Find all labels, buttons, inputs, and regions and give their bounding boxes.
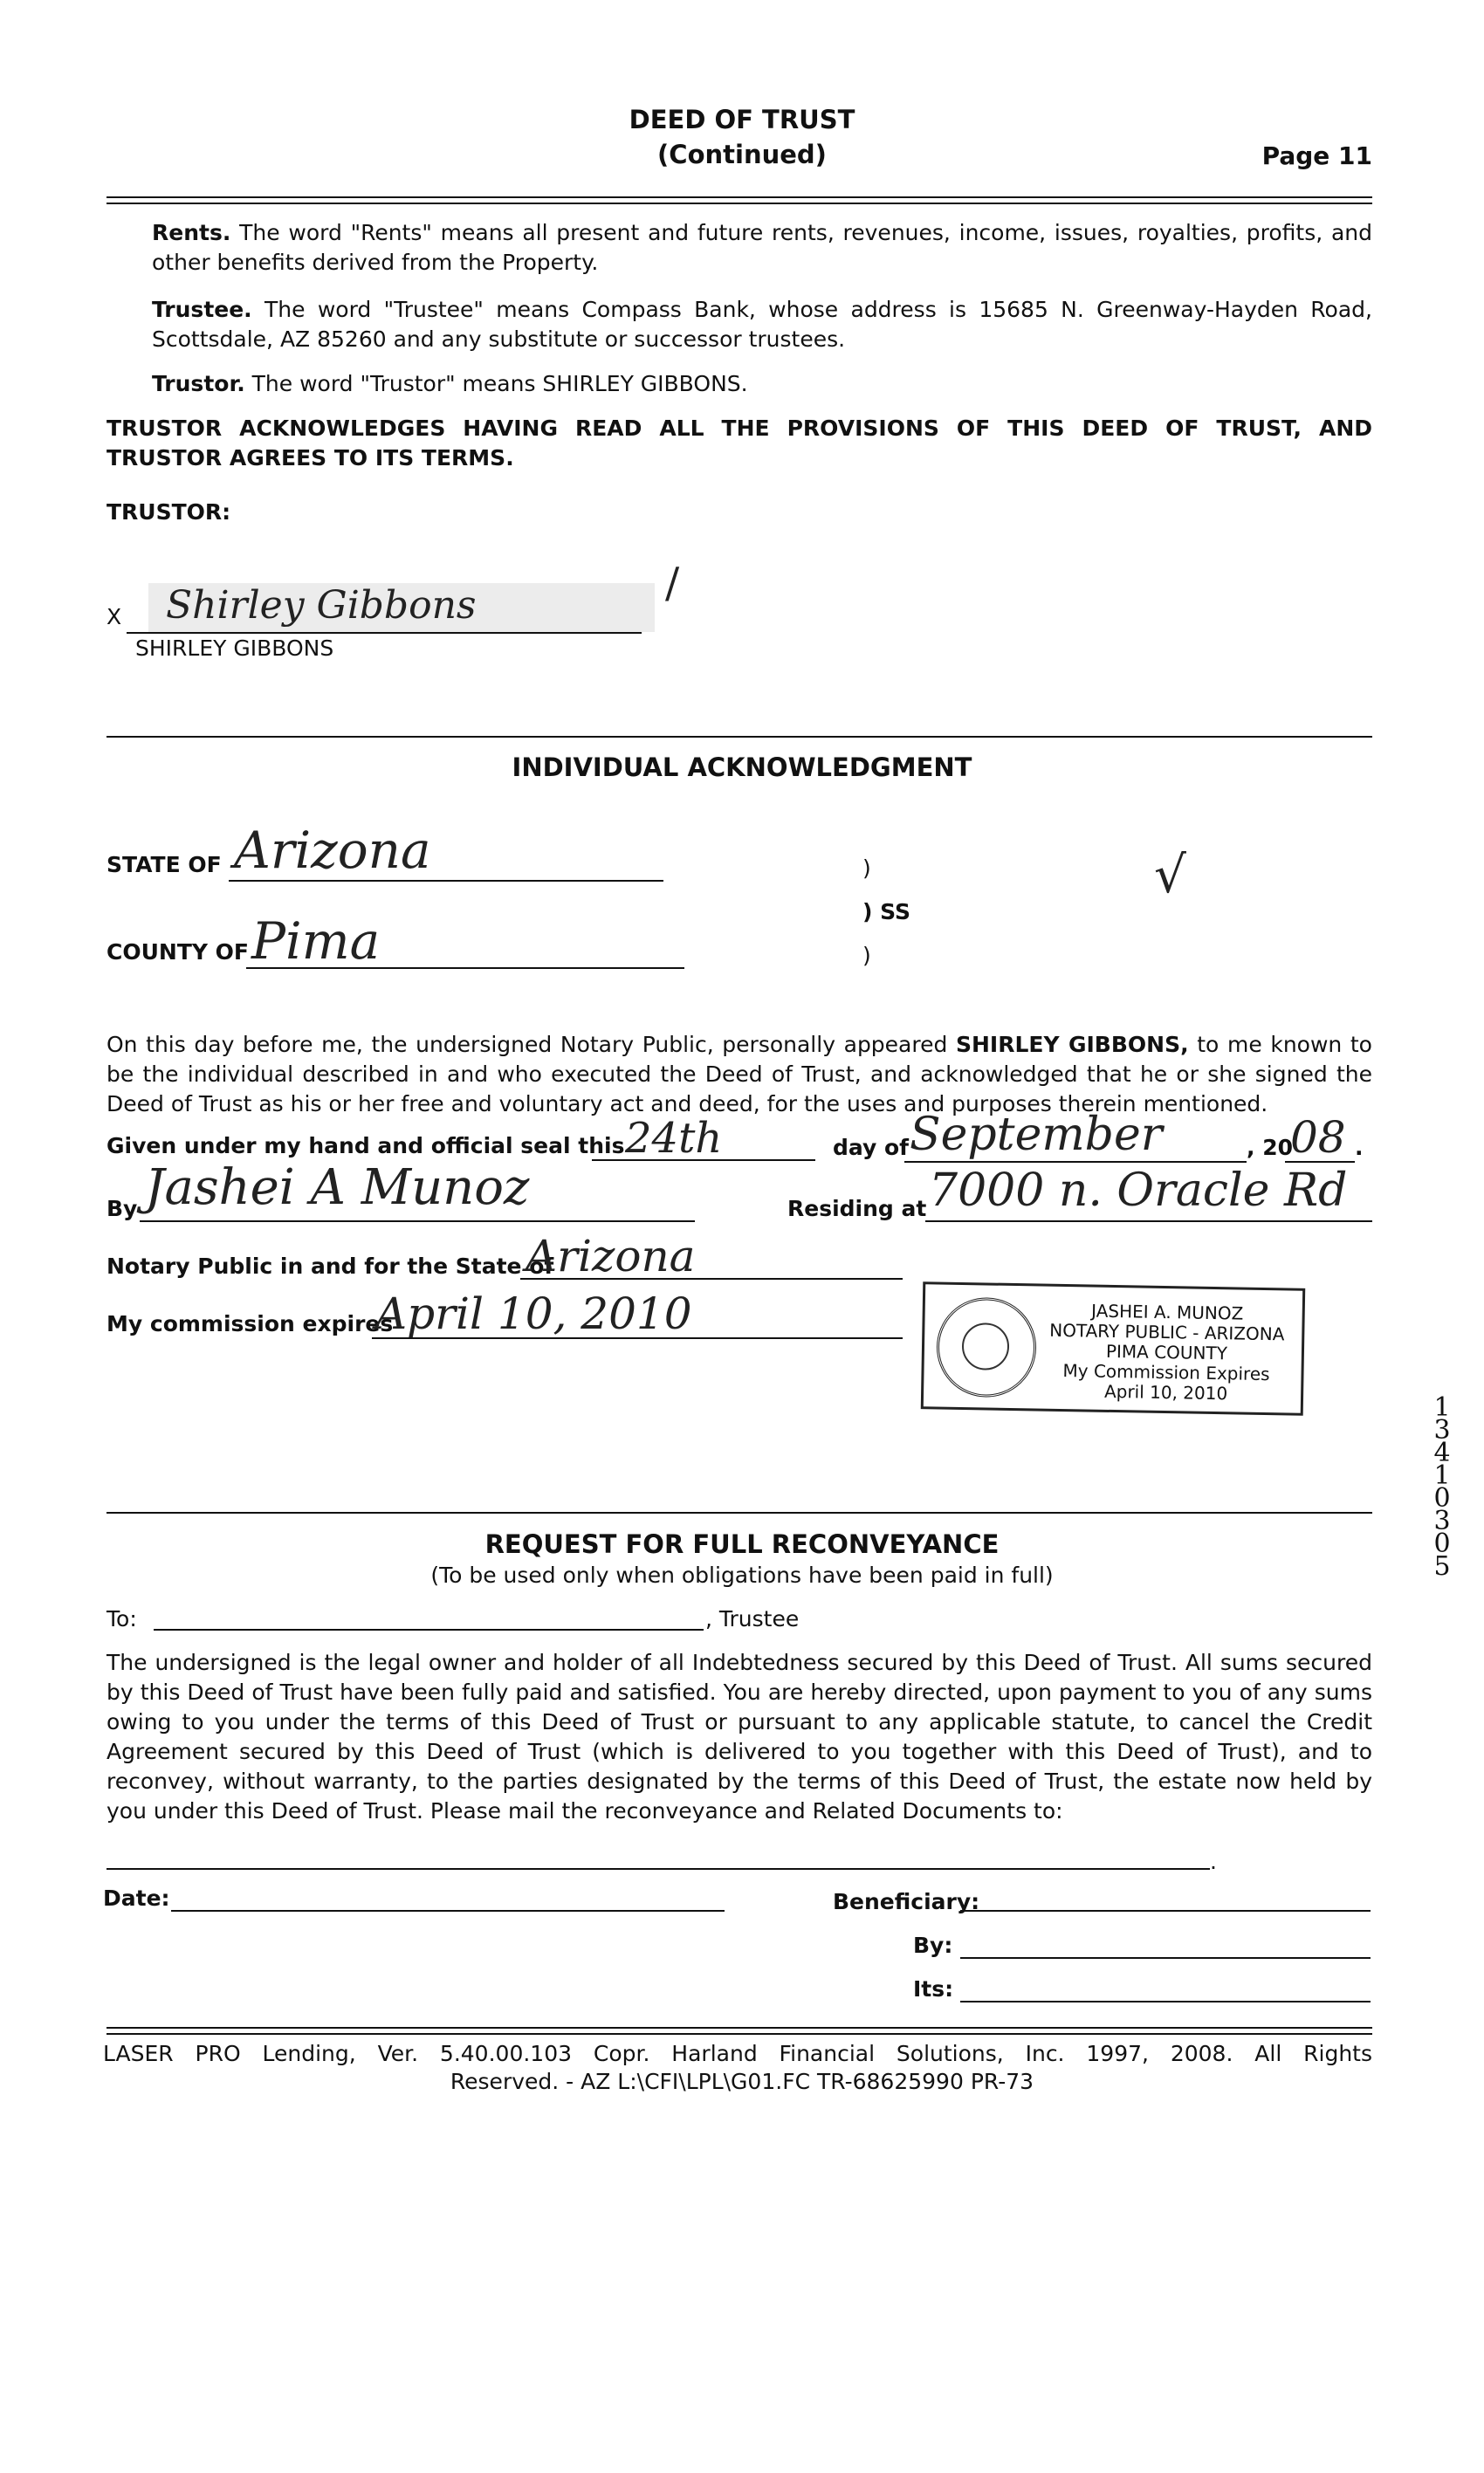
definition-term: Trustee. <box>152 297 252 322</box>
stamp-line: April 10, 2010 <box>1103 1380 1228 1405</box>
footer-rule-bottom <box>106 2033 1372 2035</box>
signature-x-mark: X <box>106 604 122 629</box>
notary-statement-name: SHIRLEY GIBBONS, <box>956 1032 1189 1057</box>
its-label: Its: <box>913 1976 954 2002</box>
commission-line <box>372 1337 903 1339</box>
paren-3: ) <box>862 943 871 968</box>
day-line <box>592 1159 815 1161</box>
county-line <box>246 967 684 969</box>
county-value: Pima <box>251 911 381 971</box>
footer-line-2: Reserved. - AZ L:\CFI\LPL\G01.FC TR-68625990 PR-73 <box>450 2069 1034 2094</box>
reconveyance-body: The undersigned is the legal owner and holder of all Indebtedness secured by this Deed of Trust. All sums secured by this Deed of Trust have been fully paid and satisfied. You are hereby directed, upon payment to you of any sums owing to you under the terms of this Deed of Trust or pursuant to any applicable statute, to cancel the Credit Agreement secured by this Deed of Trust (which is delivered to you together with this Deed of Trust), and to reconvey, without warranty, to the parties designated by the terms of this Deed of Trust, the estate now held by you under this Deed of Trust. Please mail the reconveyance and Related Documents to: <box>106 1650 1372 1824</box>
by-field-label: By: <box>913 1933 953 1958</box>
month-value: September <box>910 1109 1163 1161</box>
year-value: 08 <box>1290 1112 1346 1163</box>
document-title: DEED OF TRUST <box>629 105 855 134</box>
residing-line <box>925 1220 1372 1222</box>
trustor-acknowledgement: TRUSTOR ACKNOWLEDGES HAVING READ ALL THE PROVISIONS OF THIS DEED OF TRUST, AND TRUSTOR AGREES TO ITS TERMS. <box>106 416 1372 471</box>
notary-statement-post: to me known to be the individual described in and who executed the Deed of Trust, and acknowledged that he or she signed the Deed of Trust as his or her free and voluntary act and deed, for the uses and purposes therein mentioned. <box>106 1032 1372 1116</box>
state-line <box>229 880 663 882</box>
definition-rents <box>152 218 1372 278</box>
its-line <box>960 2001 1371 2002</box>
document-subtitle: (Continued) <box>657 140 827 169</box>
stamp-text <box>1037 1301 1296 1405</box>
definition-text: The word "Trustee" means Compass Bank, whose address is 15685 N. Greenway-Hayden Road, Scottsdale, AZ 85260 and any substitute or successor trustees. <box>152 297 1372 352</box>
notary-state-line <box>520 1278 903 1280</box>
definition-trustor <box>152 369 1372 399</box>
to-line <box>154 1629 704 1631</box>
notary-state-label: Notary Public in and for the State of <box>106 1254 554 1279</box>
date-line <box>171 1910 725 1912</box>
commission-label: My commission expires <box>106 1311 394 1336</box>
trustee-label: , Trustee <box>705 1606 800 1631</box>
residing-value: 7000 n. Oracle Rd <box>929 1164 1348 1217</box>
by-field-line <box>960 1957 1371 1959</box>
beneficiary-line <box>960 1910 1371 1912</box>
trustor-signature-line <box>127 632 642 634</box>
stamp-line: My Commission Expires <box>1062 1360 1270 1385</box>
notary-stamp <box>921 1281 1305 1416</box>
notary-statement-pre: On this day before me, the undersigned Notary Public, personally appeared <box>106 1032 948 1057</box>
mail-to-line <box>106 1868 1210 1870</box>
to-label: To: <box>106 1606 137 1631</box>
trustor-label: TRUSTOR: <box>106 499 231 525</box>
commission-value: April 10, 2010 <box>375 1288 692 1339</box>
definition-text: The word "Trustor" means SHIRLEY GIBBONS. <box>251 371 748 396</box>
notary-signature: Jashei A Munoz <box>145 1159 530 1216</box>
margin-document-number: 1341 0305 <box>1433 1392 1451 1582</box>
definition-text: The word "Rents" means all present and future rents, revenues, income, issues, royalties, profits, and other benefits derived from the Property. <box>152 220 1372 275</box>
notary-statement <box>106 1030 1372 1119</box>
checkmark-icon: √ <box>1154 845 1186 904</box>
section-divider <box>106 1512 1372 1514</box>
trustor-printed-name: SHIRLEY GIBBONS <box>135 635 334 661</box>
county-label: COUNTY OF <box>106 939 250 965</box>
beneficiary-label: Beneficiary: <box>833 1889 980 1914</box>
ss-label: ) SS <box>862 899 911 924</box>
state-label: STATE OF <box>106 852 222 877</box>
given-label: Given under my hand and official seal this <box>106 1133 625 1158</box>
page-number: Page 11 <box>1261 141 1372 170</box>
definition-term: Trustor. <box>152 371 245 396</box>
reconveyance-title: REQUEST FOR FULL RECONVEYANCE <box>484 1529 1000 1559</box>
by-line <box>140 1220 695 1222</box>
date-label: Date: <box>103 1886 170 1911</box>
stamp-line: JASHEI A. MUNOZ <box>1090 1300 1244 1324</box>
header-rule-bottom <box>106 203 1372 204</box>
residing-label: Residing at <box>787 1196 927 1221</box>
definition-trustee <box>152 295 1372 354</box>
state-seal-icon <box>936 1296 1037 1398</box>
mail-to-period: . <box>1210 1849 1217 1874</box>
header-rule-top <box>106 196 1372 198</box>
month-line <box>904 1161 1247 1163</box>
day-value: 24th <box>625 1114 723 1163</box>
section-divider <box>106 736 1372 738</box>
day-of-label: day of <box>833 1135 910 1160</box>
definition-term: Rents. <box>152 220 231 245</box>
by-label: By <box>106 1196 138 1221</box>
reconveyance-subtitle: (To be used only when obligations have been paid in full) <box>430 1563 1054 1588</box>
individual-ack-title: INDIVIDUAL ACKNOWLEDGMENT <box>512 752 972 782</box>
stamp-line: PIMA COUNTY <box>1105 1340 1228 1364</box>
trustor-signature: Shirley Gibbons <box>148 583 655 632</box>
notary-state-value: Arizona <box>526 1231 696 1281</box>
footer-line-1: LASER PRO Lending, Ver. 5.40.00.103 Copr. Harland Financial Solutions, Inc. 1997, 2008. All Rights <box>103 2041 1372 2066</box>
footer-rule-top <box>106 2027 1372 2029</box>
year-prefix: , 20 <box>1247 1135 1293 1160</box>
stamp-line: NOTARY PUBLIC - ARIZONA <box>1049 1319 1285 1345</box>
state-value: Arizona <box>234 821 431 880</box>
year-suffix: . <box>1355 1135 1364 1160</box>
year-line <box>1285 1161 1355 1163</box>
paren-1: ) <box>862 855 871 881</box>
checkmark-icon: / <box>665 559 680 608</box>
